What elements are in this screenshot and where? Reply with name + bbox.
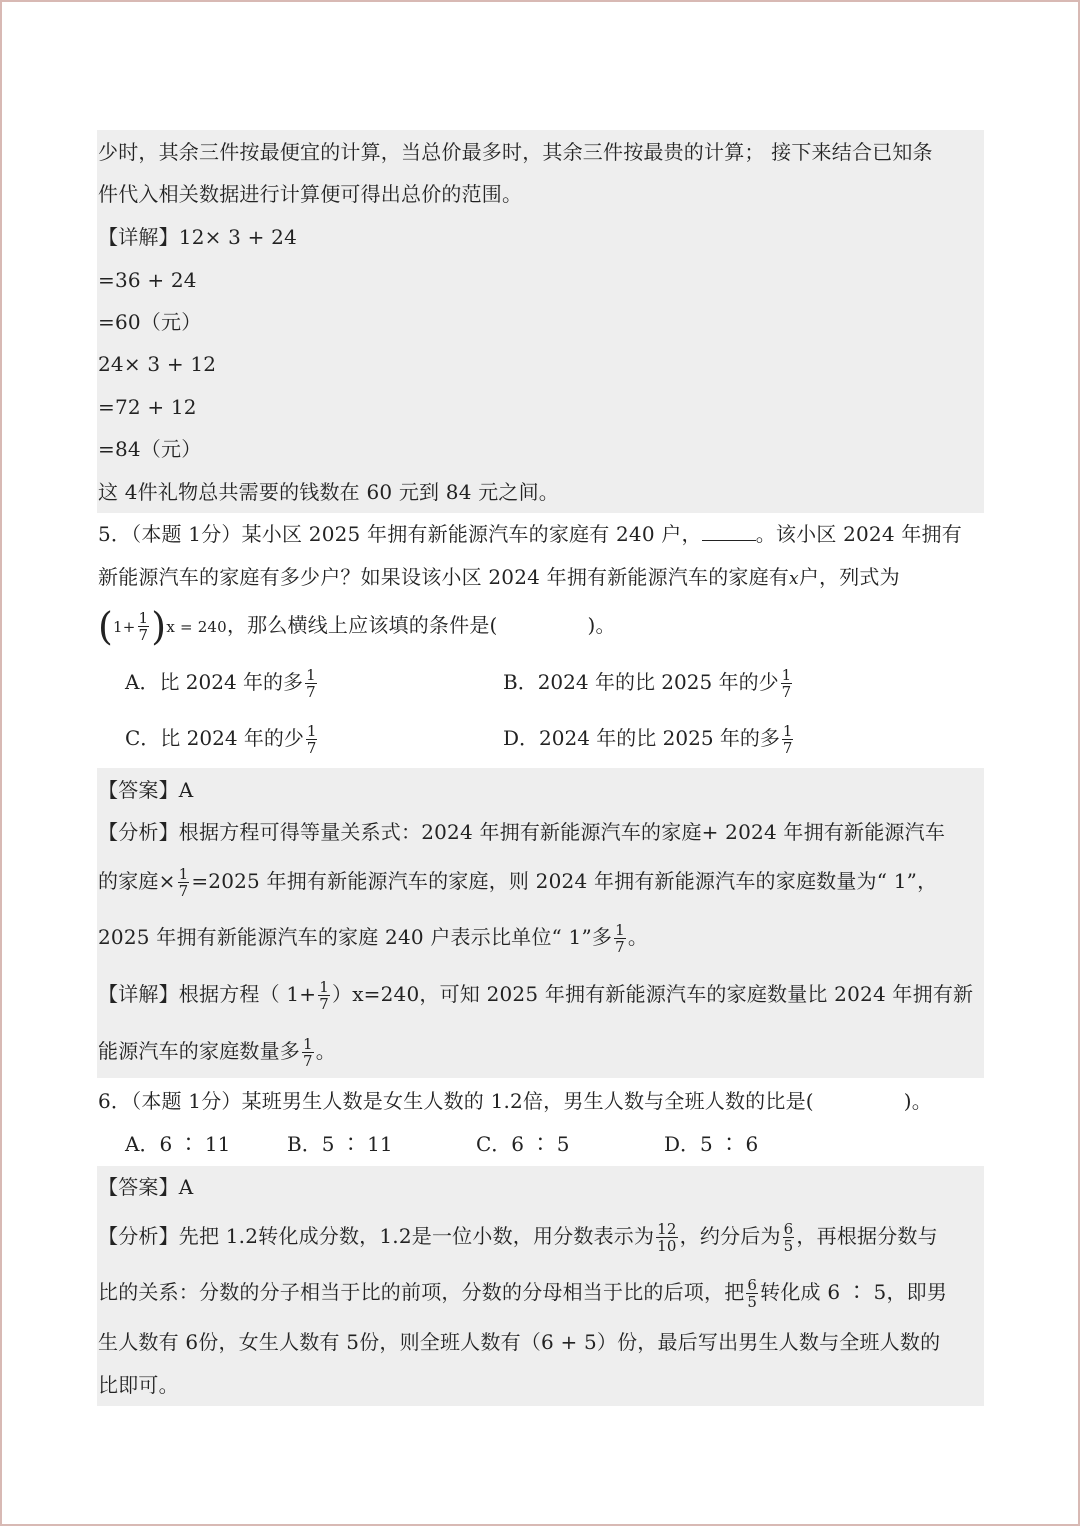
- q5-answer: 【答案】A: [98, 778, 194, 802]
- fraction: $\frac{6}{5}$: [783, 1220, 794, 1255]
- q4-conclusion: 这 4件礼物总共需要的钱数在 60 元到 84 元之间。: [98, 480, 560, 504]
- fraction: $\frac{1}{7}$: [306, 666, 316, 701]
- q5-option-a[interactable]: A．比 2024 年的多 $\frac{1}{7}$: [125, 666, 316, 701]
- q5-detail-line-1: 【详解】根据方程（ 1+ $\frac{1}{7}$ ）x=240，可知 2025 年拥有新能源汽车的家庭数量比 2024 年拥有新: [98, 978, 974, 1013]
- q5-stem-line-1: 5．（本题 1分）某小区 2025 年拥有新能源汽车的家庭有 240 户， 。该小区 2024 年拥有: [98, 522, 962, 546]
- fraction: $\frac{1}{7}$: [782, 722, 793, 757]
- equation-one-plus: 1+: [113, 618, 136, 636]
- q5-analysis-line-3: 2025 年拥有新能源汽车的家庭 240 户表示比单位“ 1”多 $\frac{1}{7}$ 。: [98, 921, 649, 956]
- q5-detail-line-2: 能源汽车的家庭数量多 $\frac{1}{7}$ 。: [98, 1035, 336, 1070]
- fraction: $\frac{1}{7}$: [138, 609, 149, 644]
- q6-analysis-line-1: 【分析】先把 1.2转化成分数，1.2是一位小数，用分数表示为 $\frac{12}{10}$ ，约分后为 $\frac{6}{5}$ ，再根据分数与: [98, 1220, 938, 1255]
- q4-analysis-line-2: 件代入相关数据进行计算便可得出总价的范围。: [98, 182, 523, 206]
- q6-answer: 【答案】A: [98, 1175, 194, 1199]
- q5-analysis-line-2: 的家庭× $\frac{1}{7}$ =2025 年拥有新能源汽车的家庭，则 2024 年拥有新能源汽车的家庭数量为“ 1”，: [98, 865, 938, 900]
- q6-analysis-line-4: 比即可。: [98, 1373, 179, 1397]
- q6-option-c[interactable]: C．6 ∶ 5: [476, 1132, 570, 1156]
- fraction: $\frac{1}{7}$: [303, 1035, 313, 1070]
- q6-option-d[interactable]: D．5 ∶ 6: [664, 1132, 759, 1156]
- q4-detail-line-2: =36 + 24: [98, 268, 197, 292]
- q4-detail-line-3: =60（元）: [98, 310, 202, 334]
- q6-stem: 6．（本题 1分）某班男生人数是女生人数的 1.2倍，男生人数与全班人数的比是( )。: [98, 1089, 932, 1113]
- q4-detail-line-5: =72 + 12: [98, 395, 197, 419]
- q4-analysis-line-1: 少时，其余三件按最便宜的计算，当总价最多时，其余三件按最贵的计算； 接下来结合已知条: [98, 140, 933, 164]
- q6-option-b[interactable]: B．5 ∶ 11: [287, 1132, 393, 1156]
- q5-option-d[interactable]: D．2024 年的比 2025 年的多 $\frac{1}{7}$: [503, 722, 793, 757]
- fraction: $\frac{1}{7}$: [178, 865, 189, 900]
- q6-analysis-line-3: 生人数有 6份，女生人数有 5份，则全班人数有（6 + 5）份，最后写出男生人数与全班人数的: [98, 1330, 941, 1354]
- q4-detail-line-6: =84（元）: [98, 437, 202, 461]
- q5-analysis-line-1: 【分析】根据方程可得等量关系式：2024 年拥有新能源汽车的家庭+ 2024 年拥有新能源汽车: [98, 820, 946, 844]
- q6-analysis-line-2: 比的关系：分数的分子相当于比的前项，分数的分母相当于比的后项，把 $\frac{6}{5}$ 转化成 6 ∶ 5，即男: [98, 1276, 948, 1311]
- q5-stem-line-3: (1+ $\frac{1}{7}$ )x = 240，那么横线上应该填的条件是( )。: [98, 604, 616, 649]
- fraction: $\frac{1}{7}$: [615, 921, 625, 956]
- fraction: $\frac{6}{5}$: [747, 1276, 758, 1311]
- q5-option-c[interactable]: C．比 2024 年的少 $\frac{1}{7}$: [125, 722, 317, 757]
- q5-stem-line-2: 新能源汽车的家庭有多少户？如果设该小区 2024 年拥有新能源汽车的家庭有x户，列式为: [98, 565, 900, 589]
- q4-detail-line-1: 【详解】12× 3 + 24: [98, 225, 298, 249]
- fraction: $\frac{1}{7}$: [781, 666, 792, 701]
- answer-blank: [702, 522, 756, 541]
- q5-option-b[interactable]: B．2024 年的比 2025 年的少 $\frac{1}{7}$: [503, 666, 792, 701]
- q6-option-a[interactable]: A．6 ∶ 11: [125, 1132, 231, 1156]
- fraction: $\frac{1}{7}$: [319, 978, 329, 1013]
- fraction: $\frac{1}{7}$: [306, 722, 317, 757]
- q4-detail-line-4: 24× 3 + 12: [98, 352, 217, 376]
- fraction: $\frac{12}{10}$: [657, 1220, 677, 1255]
- equation-rest: x = 240: [166, 618, 227, 636]
